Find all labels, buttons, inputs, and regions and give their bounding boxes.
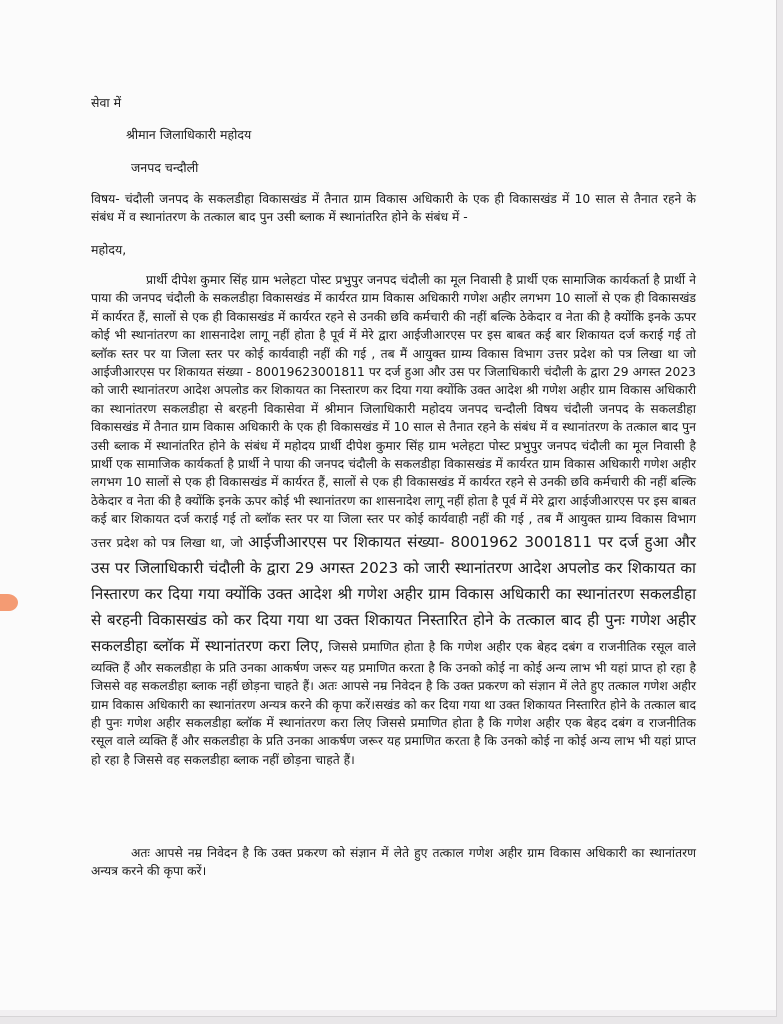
page-bottom-edge <box>0 1010 776 1016</box>
orange-ink-mark <box>0 594 18 611</box>
addressee: श्रीमान जिलाधिकारी महोदय <box>126 127 252 142</box>
closing-request: अतः आपसे नम्र निवेदन है कि उक्त प्रकरण को संज्ञान में लेते हुए तत्काल गणेश अहीर ग्राम विकास अधिकारी का स्थानांतरण अन्यत्र करने की कृपा करें। <box>91 846 696 879</box>
district: जनपद चन्दौली <box>131 160 199 175</box>
subject: विषय- चंदौली जनपद के सकलडीहा विकासखंड में तैनात ग्राम विकास अधिकारी के एक ही विकासखंड में 10 साल से तैनात रहने के संबंध में व स्थानांतरण के तत्काल बाद पुन उसी ब्लाक में स्थानांतरित होने के संबंध में - <box>91 192 696 225</box>
salutation-to: सेवा में <box>91 95 122 110</box>
body-highlighted: आईजीआरएस पर शिकायत संख्या- 8001962 3001811 पर दर्ज हुआ और उस पर जिलाधिकारी चंदौली के द्वारा 29 अगस्त 2023 को जारी स्थानांतरण आदेश अपलोड कर शिकायत का निस्तारण कर दिया गया क्योंकि उक्त आदेश श्री गणेश अहीर ग्राम विकास अधिकारी का स्थानांतरण सकलडीहा से बरहनी विकासखंड को कर दिया गया था उक्त शिकायत निस्तारित होने के तत्काल बाद ही पुनः गणेश अहीर सकलडीहा ब्लॉक में स्थानांतरण करा लिए, <box>91 532 696 655</box>
body-part-2: जिससे प्रमाणित होता है कि गणेश अहीर एक बेहद दबंग व राजनीतिक रसूल वाले व्यक्ति हैं और सकलडीहा के प्रति उनका आकर्षण जरूर यह प्रमाणित करता है कि उनको कोई ना कोई अन्य लाभ भी यहां प्राप्त हो रहा है जिससे वह सकलडीहा ब्लाक नहीं छोड़ना चाहते हैं। अतः आपसे नम्र निवेदन है कि उक्त प्रकरण को संज्ञान में लेते हुए तत्काल गणेश अहीर ग्राम विकास अधिकारी का स्थानांतरण अन्यत्र करने की कृपा करें।सखंड को कर दिया गया था उक्त शिकायत निस्तारित होने के तत्काल बाद ही पुनः गणेश अहीर सकलडीहा ब्लॉक में स्थानांतरण करा लिए जिससे प्रमाणित होता है कि गणेश अहीर एक बेहद दबंग व राजनीतिक रसूल वाले व्यक्ति हैं और सकलडीहा के प्रति उनका आकर्षण जरूर यह प्रमाणित करता है कि उनको कोई ना कोई अन्य लाभ भी यहां प्राप्त हो रहा है जिससे वह सकलडीहा ब्लाक नहीं छोड़ना चाहते हैं। <box>91 639 697 767</box>
letter-body <box>91 271 696 769</box>
greeting: महोदय, <box>91 242 127 257</box>
body-part-1: प्रार्थी दीपेश कुमार सिंह ग्राम भलेहटा पोस्ट प्रभुपुर जनपद चंदौली का मूल निवासी है प्रार्थी एक सामाजिक कार्यकर्ता है प्रार्थी ने पाया की जनपद चंदौली के सकलडीहा विकासखंड में कार्यरत ग्राम विकास अधिकारी गणेश अहीर लगभग 10 सालों से एक ही विकासखंड में कार्यरत हैं, सालों से एक ही विकासखंड में कार्यरत रहने से उनकी छवि कर्मचारी की नहीं बल्कि ठेकेदार व नेता की है क्योंकि इनके ऊपर कोई भी स्थानांतरण का शासनादेश लागू नहीं होता है पूर्व में मेरे द्वारा आईजीआरएस पर इस बाबत कई बार शिकायत दर्ज कराई गई तो ब्लॉक स्तर पर या जिला स्तर पर कोई कार्यवाही नहीं की गई , तब मैं आयुक्त ग्राम्य विकास विभाग उत्तर प्रदेश को पत्र लिखा था जो आईजीआरएस पर शिकायत संख्या - 80019623001811 पर दर्ज हुआ और उस पर जिलाधिकारी चंदौली के द्वारा 29 अगस्त 2023 को जारी स्थानांतरण आदेश अपलोड कर शिकायत का निस्तारण कर दिया गया क्योंकि उक्त आदेश श्री गणेश अहीर ग्राम विकास अधिकारी का स्थानांतरण सकलडीहा से बरहनी विकासेवा में श्रीमान जिलाधिकारी महोदय जनपद चन्दौली विषय चंदौली जनपद के सकलडीहा विकासखंड में तैनात ग्राम विकास अधिकारी के एक ही विकासखंड में 10 साल से तैनात रहने के संबंध में व स्थानांतरण के तत्काल बाद पुन उसी ब्लाक में स्थानांतरित होने के संबंध में महोदय प्रार्थी दीपेश कुमार सिंह ग्राम भलेहटा पोस्ट प्रभुपुर जनपद चंदौली का मूल निवासी है प्रार्थी एक सामाजिक कार्यकर्ता है प्रार्थी ने पाया की जनपद चंदौली के सकलडीहा विकासखंड में कार्यरत ग्राम विकास अधिकारी गणेश अहीर लगभग 10 सालों से एक ही विकासखंड में कार्यरत हैं, सालों से एक ही विकासखंड में कार्यरत रहने से उनकी छवि कर्मचारी की नहीं बल्कि ठेकेदार व नेता की है क्योंकि इनके ऊपर कोई भी स्थानांतरण का शासनादेश लागू नहीं होता है पूर्व में मेरे द्वारा आईजीआरएस पर इस बाबत कई बार शिकायत दर्ज कराई गई तो ब्लॉक स्तर पर या जिला स्तर पर कोई कार्यवाही नहीं की गई , तब मैं आयुक्त ग्राम्य विकास विभाग उत्तर प्रदेश को पत्र लिखा था, जो <box>91 273 696 550</box>
